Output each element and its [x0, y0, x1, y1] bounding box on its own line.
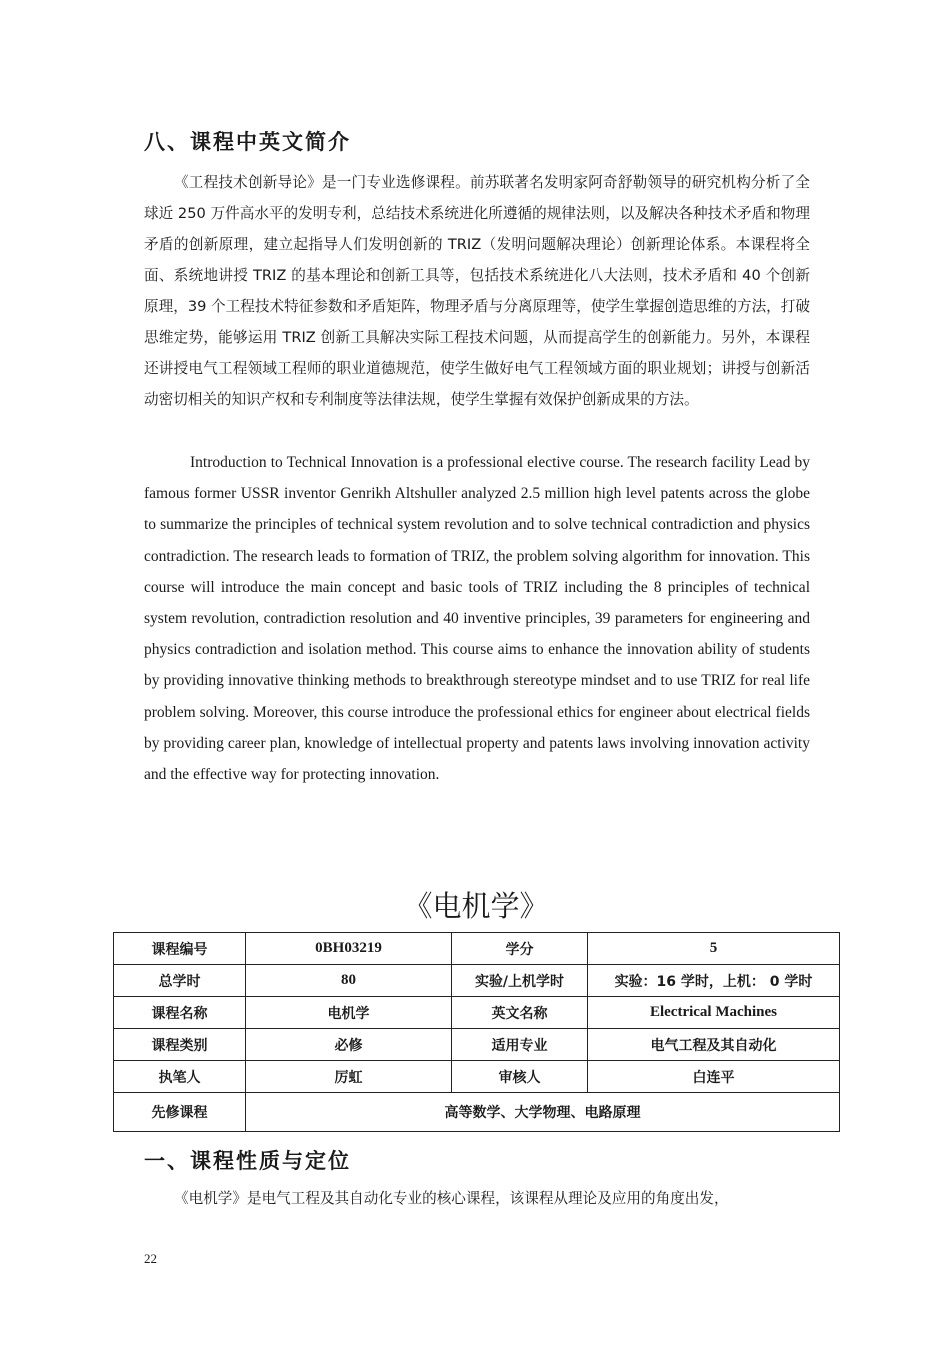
course-positioning-paragraph: 《电机学》是电气工程及其自动化专业的核心课程，该课程从理论及应用的角度出发， — [174, 1190, 729, 1207]
section-eight-heading: 八、课程中英文简介 — [144, 129, 351, 154]
table-cell: 课程编号 — [114, 933, 246, 965]
table-cell: 5 — [588, 933, 840, 965]
course-info-table — [113, 932, 840, 1132]
table-cell: 审核人 — [452, 1061, 588, 1093]
page-number: 22 — [144, 1251, 157, 1266]
chinese-intro-paragraph: 《工程技术创新导论》是一门专业选修课程。前苏联著名发明家阿奇舒勒领导的研究机构分析了全球近 250 万件高水平的发明专利，总结技术系统进化所遵循的规律法则，以及解决各种技术矛盾和物理矛盾的创新原理，建立起指导人们发明创新的 TRIZ（发明问题解决理论）创新理论体系。本课程将全面、系统地讲授 TRIZ 的基本理论和创新工具等，包括技术系统进化八大法则，技术矛盾和 40 个创新原理，39 个工程技术特征参数和矛盾矩阵，物理矛盾与分离原理等，使学生掌握创造思维的方法，打破思维定势，能够运用 TRIZ 创新工具解决实际工程技术问题，从而提高学生的创新能力。另外，本课程还讲授电气工程领域工程师的职业道德规范，使学生做好电气工程领域方面的职业规划；讲授与创新活动密切相关的知识产权和专利制度等法律法规，使学生掌握有效保护创新成果的方法。 — [144, 174, 810, 408]
table-cell: 课程类别 — [114, 1029, 246, 1061]
english-intro-paragraph: Introduction to Technical Innovation is a professional elective course. The research facility Lead by famous former USSR inventor Genrikh Altshuller analyzed 2.5 million high level patents across the globe to summarize the principles of technical system revolution and to solve technical contradiction and physics contradiction. The research leads to formation of TRIZ, the problem solving algorithm for innovation. This course will introduce the main concept and basic tools of TRIZ including the 8 principles of technical system revolution, contradiction resolution and 40 inventive principles, 39 parameters for engineering and physics contradiction and isolation method. This course aims to enhance the innovation ability of students by providing innovative thinking methods to breakthrough stereotype mindset and to use TRIZ for real life problem solving. Moreover, this course introduce the professional ethics for engineer about electrical fields by providing career plan, knowledge of intellectual property and patents laws involving innovation activity and the effective way for protecting innovation. — [144, 454, 810, 784]
table-cell: 高等数学、大学物理、电路原理 — [246, 1093, 840, 1132]
table-cell: 课程名称 — [114, 997, 246, 1029]
table-cell: 实验/上机学时 — [452, 965, 588, 997]
table-row — [114, 1061, 840, 1093]
table-cell: 电机学 — [246, 997, 452, 1029]
table-cell: 英文名称 — [452, 997, 588, 1029]
table-cell: 厉虹 — [246, 1061, 452, 1093]
table-row — [114, 997, 840, 1029]
table-cell: 先修课程 — [114, 1093, 246, 1132]
table-cell: 电气工程及其自动化 — [588, 1029, 840, 1061]
table-cell: 白连平 — [588, 1061, 840, 1093]
table-cell: Electrical Machines — [588, 997, 840, 1029]
table-cell: 执笔人 — [114, 1061, 246, 1093]
table-cell: 0BH03219 — [246, 933, 452, 965]
table-cell: 80 — [246, 965, 452, 997]
table-row — [114, 1029, 840, 1061]
table-cell: 必修 — [246, 1029, 452, 1061]
table-row — [114, 1093, 840, 1132]
table-row — [114, 965, 840, 997]
table-row — [114, 933, 840, 965]
table-cell: 实验：16 学时，上机： 0 学时 — [588, 965, 840, 997]
section-one-heading: 一、课程性质与定位 — [144, 1148, 351, 1173]
course-title: 《电机学》 — [403, 889, 549, 923]
table-cell: 适用专业 — [452, 1029, 588, 1061]
table-cell: 总学时 — [114, 965, 246, 997]
table-cell: 学分 — [452, 933, 588, 965]
